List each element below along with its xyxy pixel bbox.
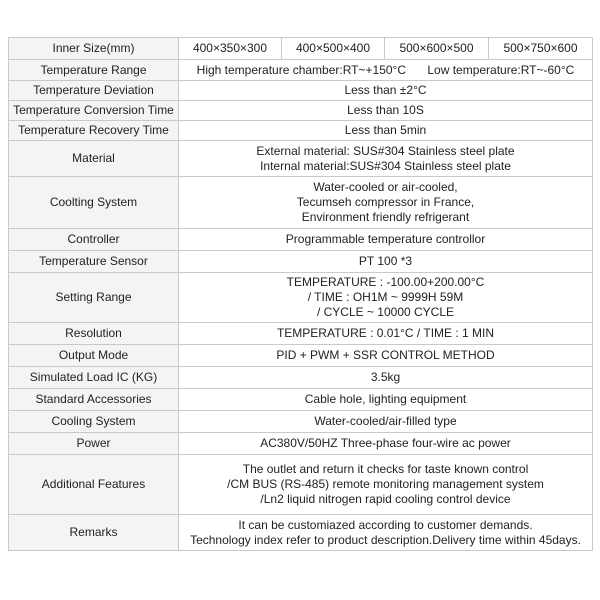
value-line: /CM BUS (RS-485) remote monitoring management system — [227, 477, 544, 491]
value-line: Less than 5min — [344, 123, 427, 137]
row-label: Simulated Load IC (KG) — [9, 367, 179, 389]
row-value — [179, 121, 593, 141]
row-inner-size — [9, 38, 593, 60]
row-value — [179, 60, 593, 81]
row-controller — [9, 229, 593, 251]
value-line: Environment friendly refrigerant — [301, 210, 470, 224]
value-line: 3.5kg — [370, 370, 401, 384]
row-material — [9, 141, 593, 177]
value-line: Programmable temperature controllor — [285, 232, 486, 246]
value-line: / CYCLE ~ 10000 CYCLE — [316, 305, 455, 319]
low-temperature-range: Low temperature:RT~-60°C — [427, 62, 575, 77]
row-label: Controller — [9, 229, 179, 251]
row-output-mode — [9, 345, 593, 367]
row-label: Output Mode — [9, 345, 179, 367]
row-value — [179, 345, 593, 367]
value-line: PT 100 *3 — [358, 254, 413, 268]
row-value — [179, 101, 593, 121]
row-temperature-range — [9, 60, 593, 81]
row-value — [179, 229, 593, 251]
inner-size-value: 500×600×500 — [385, 38, 489, 60]
value-line: Less than 10S — [347, 103, 424, 117]
row-label: Setting Range — [9, 273, 179, 323]
row-simulated-load-ic-kg — [9, 367, 593, 389]
row-label: Material — [9, 141, 179, 177]
value-line: Water-cooled or air-cooled, — [313, 180, 458, 194]
row-label: Inner Size(mm) — [9, 38, 179, 60]
spec-table-body — [9, 38, 593, 551]
row-value — [179, 273, 593, 323]
row-label: Coolting System — [9, 177, 179, 229]
row-label: Temperature Recovery Time — [9, 121, 179, 141]
value-line: AC380V/50HZ Three-phase four-wire ac power — [260, 436, 511, 450]
row-label: Resolution — [9, 323, 179, 345]
row-value — [179, 515, 593, 551]
row-temperature-recovery-time — [9, 121, 593, 141]
row-label: Temperature Range — [9, 60, 179, 81]
row-temperature-deviation — [9, 81, 593, 101]
row-label: Additional Features — [9, 455, 179, 515]
inner-size-value: 400×500×400 — [282, 38, 385, 60]
row-value — [179, 81, 593, 101]
row-value — [179, 411, 593, 433]
value-line: / TIME : OH1M ~ 9999H 59M — [307, 290, 464, 304]
row-value — [179, 433, 593, 455]
row-temperature-sensor — [9, 251, 593, 273]
row-value — [179, 367, 593, 389]
inner-size-value: 400×350×300 — [179, 38, 282, 60]
value-line: Technology index refer to product description.Delivery time within 45days. — [190, 532, 581, 547]
value-line: Internal material:SUS#304 Stainless steel plate — [260, 158, 511, 173]
value-line: TEMPERATURE : -100.00+200.00°C — [286, 275, 485, 289]
row-coolting-system — [9, 177, 593, 229]
value-line: Cable hole, lighting equipment — [304, 392, 467, 406]
row-value — [179, 141, 593, 177]
value-line: External material: SUS#304 Stainless steel plate — [256, 143, 515, 158]
row-label: Remarks — [9, 515, 179, 551]
inner-size-value: 500×750×600 — [489, 38, 593, 60]
value-line: The outlet and return it checks for taste known control — [242, 462, 529, 476]
row-cooling-system — [9, 411, 593, 433]
row-remarks — [9, 515, 593, 551]
row-temperature-conversion-time — [9, 101, 593, 121]
value-line: Less than ±2°C — [344, 83, 427, 97]
row-additional-features — [9, 455, 593, 515]
row-value — [179, 177, 593, 229]
value-line: It can be customiazed according to customer demands. — [238, 517, 533, 532]
row-label: Standard Accessories — [9, 389, 179, 411]
high-temperature-range: High temperature chamber:RT~+150°C — [196, 62, 407, 77]
value-line: Tecumseh compressor in France, — [296, 195, 475, 209]
row-label: Temperature Conversion Time — [9, 101, 179, 121]
value-line: PID + PWM + SSR CONTROL METHOD — [276, 348, 495, 362]
row-standard-accessories — [9, 389, 593, 411]
row-value — [179, 323, 593, 345]
row-value — [179, 389, 593, 411]
value-line: /Ln2 liquid nitrogen rapid cooling control device — [260, 492, 511, 506]
row-value — [179, 455, 593, 515]
row-label: Temperature Deviation — [9, 81, 179, 101]
row-setting-range — [9, 273, 593, 323]
row-value — [179, 251, 593, 273]
value-line: TEMPERATURE : 0.01°C / TIME : 1 MIN — [276, 326, 495, 340]
row-label: Cooling System — [9, 411, 179, 433]
row-resolution — [9, 323, 593, 345]
value-line: Water-cooled/air-filled type — [314, 414, 457, 428]
row-label: Temperature Sensor — [9, 251, 179, 273]
spec-table — [8, 37, 593, 551]
row-power — [9, 433, 593, 455]
row-label: Power — [9, 433, 179, 455]
